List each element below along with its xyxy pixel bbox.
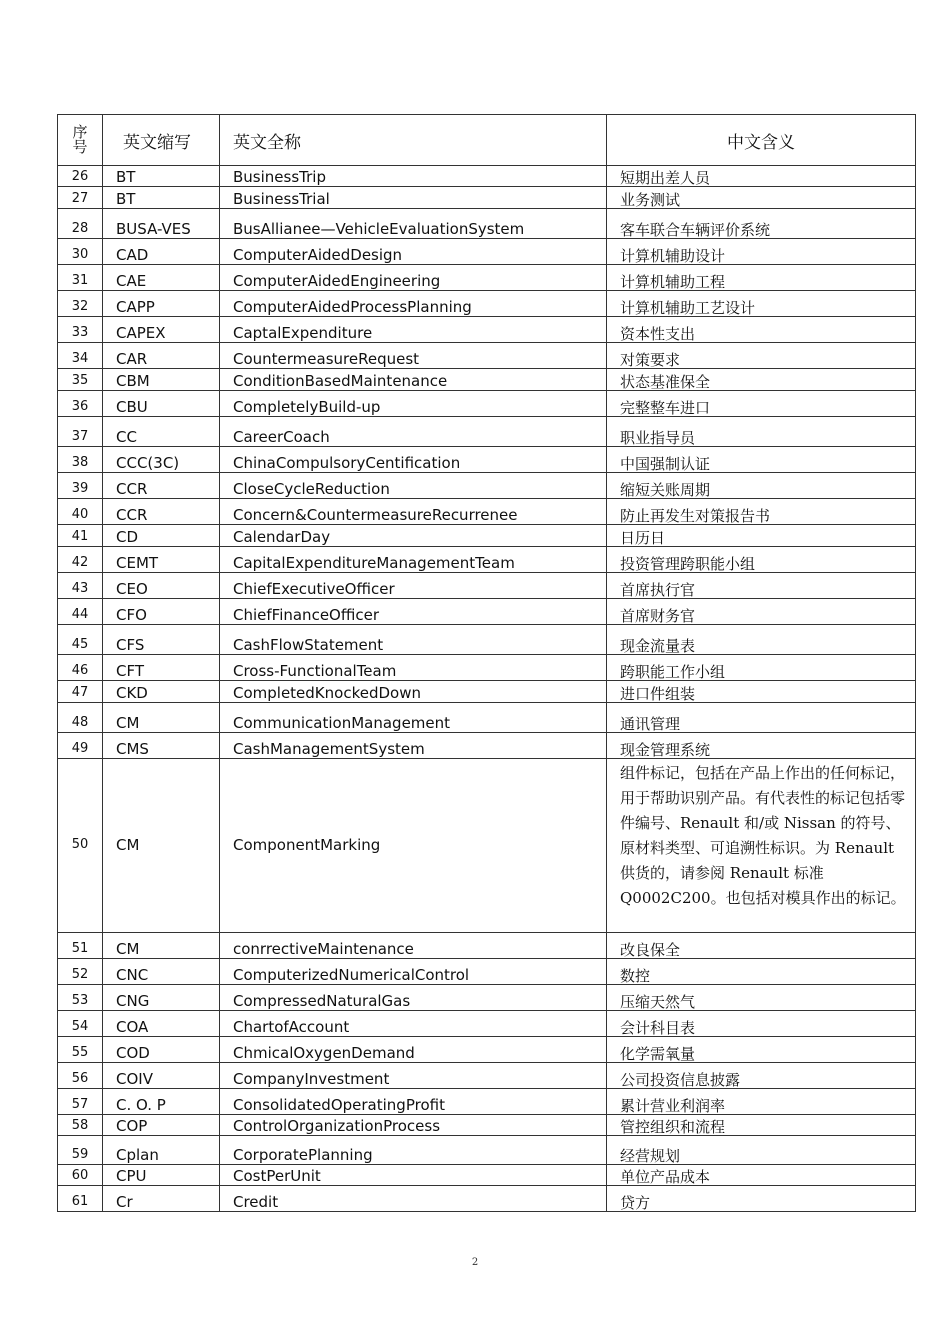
row-abbreviation: COP xyxy=(103,1115,220,1136)
row-index: 32 xyxy=(58,291,103,317)
row-full-name: CompanyInvestment xyxy=(220,1063,607,1089)
row-abbreviation: CAR xyxy=(103,343,220,369)
row-index: 50 xyxy=(58,759,103,933)
row-full-name: ComputerizedNumericalControl xyxy=(220,959,607,985)
row-full-name: Credit xyxy=(220,1186,607,1212)
row-chinese-meaning: 资本性支出 xyxy=(607,317,916,343)
row-abbreviation: C. O. P xyxy=(103,1089,220,1115)
row-index: 34 xyxy=(58,343,103,369)
row-index: 52 xyxy=(58,959,103,985)
row-full-name: BusinessTrial xyxy=(220,187,607,209)
page-number: 2 xyxy=(471,1257,479,1268)
table-row xyxy=(58,1165,916,1186)
row-chinese-meaning: 计算机辅助设计 xyxy=(607,239,916,265)
row-chinese-meaning: 管控组织和流程 xyxy=(607,1115,916,1136)
row-abbreviation: CAPP xyxy=(103,291,220,317)
row-full-name: CapitalExpenditureManagementTeam xyxy=(220,547,607,573)
row-abbreviation: CCR xyxy=(103,473,220,499)
row-index: 56 xyxy=(58,1063,103,1089)
table-row xyxy=(58,1136,916,1165)
table-row xyxy=(58,1011,916,1037)
table-row xyxy=(58,625,916,655)
table-row xyxy=(58,187,916,209)
row-full-name: Cross-FunctionalTeam xyxy=(220,655,607,681)
row-index: 27 xyxy=(58,187,103,209)
table-row xyxy=(58,391,916,417)
row-abbreviation: CAE xyxy=(103,265,220,291)
row-abbreviation: COIV xyxy=(103,1063,220,1089)
row-index: 57 xyxy=(58,1089,103,1115)
row-index: 28 xyxy=(58,209,103,239)
row-abbreviation: CD xyxy=(103,525,220,547)
table-row xyxy=(58,473,916,499)
row-abbreviation: CM xyxy=(103,933,220,959)
table-row xyxy=(58,499,916,525)
row-chinese-meaning: 通讯管理 xyxy=(607,703,916,733)
row-index: 35 xyxy=(58,369,103,391)
table-row xyxy=(58,599,916,625)
row-index: 45 xyxy=(58,625,103,655)
table-row xyxy=(58,447,916,473)
row-full-name: ChmicalOxygenDemand xyxy=(220,1037,607,1063)
table-row xyxy=(58,369,916,391)
row-chinese-meaning: 业务测试 xyxy=(607,187,916,209)
row-full-name: CompletedKnockedDown xyxy=(220,681,607,703)
table-body xyxy=(58,166,916,1212)
row-index: 31 xyxy=(58,265,103,291)
row-index: 36 xyxy=(58,391,103,417)
table-row xyxy=(58,573,916,599)
row-abbreviation: CM xyxy=(103,703,220,733)
table-row xyxy=(58,759,916,933)
row-abbreviation: CNC xyxy=(103,959,220,985)
row-abbreviation: CKD xyxy=(103,681,220,703)
row-abbreviation: CCR xyxy=(103,499,220,525)
row-full-name: conrrectiveMaintenance xyxy=(220,933,607,959)
row-abbreviation: CAD xyxy=(103,239,220,265)
header-index-label: 序 号 xyxy=(72,123,88,156)
table-row xyxy=(58,1115,916,1136)
row-index: 60 xyxy=(58,1165,103,1186)
row-chinese-meaning: 中国强制认证 xyxy=(607,447,916,473)
row-chinese-meaning: 改良保全 xyxy=(607,933,916,959)
row-abbreviation: BUSA-VES xyxy=(103,209,220,239)
row-full-name: ComputerAidedEngineering xyxy=(220,265,607,291)
table-row xyxy=(58,959,916,985)
row-abbreviation: COA xyxy=(103,1011,220,1037)
row-full-name: CashFlowStatement xyxy=(220,625,607,655)
row-full-name: CountermeasureRequest xyxy=(220,343,607,369)
row-index: 42 xyxy=(58,547,103,573)
header-index xyxy=(58,115,103,166)
row-index: 39 xyxy=(58,473,103,499)
row-full-name: ChiefExecutiveOfficer xyxy=(220,573,607,599)
table-row xyxy=(58,547,916,573)
row-abbreviation: CBU xyxy=(103,391,220,417)
row-abbreviation: CFT xyxy=(103,655,220,681)
header-chinese-meaning: 中文含义 xyxy=(607,115,916,166)
row-chinese-meaning: 数控 xyxy=(607,959,916,985)
row-full-name: ControlOrganizationProcess xyxy=(220,1115,607,1136)
row-full-name: ChartofAccount xyxy=(220,1011,607,1037)
table-row xyxy=(58,655,916,681)
row-abbreviation: CCC(3C) xyxy=(103,447,220,473)
header-abbreviation: 英文缩写 xyxy=(103,115,220,166)
row-index: 40 xyxy=(58,499,103,525)
row-full-name: CareerCoach xyxy=(220,417,607,447)
table-row xyxy=(58,239,916,265)
row-index: 58 xyxy=(58,1115,103,1136)
table-row xyxy=(58,1037,916,1063)
row-abbreviation: CEO xyxy=(103,573,220,599)
row-index: 53 xyxy=(58,985,103,1011)
row-abbreviation: CFS xyxy=(103,625,220,655)
row-full-name: CaptalExpenditure xyxy=(220,317,607,343)
row-index: 55 xyxy=(58,1037,103,1063)
row-full-name: CashManagementSystem xyxy=(220,733,607,759)
row-index: 49 xyxy=(58,733,103,759)
row-full-name: Concern&CountermeasureRecurrenee xyxy=(220,499,607,525)
row-chinese-meaning: 组件标记，包括在产品上作出的任何标记，用于帮助识别产品。有代表性的标记包括零件编号、Renault 和/或 Nissan 的符号、原材料类型、可追溯性标识。为 Renault 供货的，请参阅 Renault 标准 Q0002C200。也包括对模具作出的标记。 xyxy=(607,759,916,933)
table-row xyxy=(58,703,916,733)
row-chinese-meaning: 完整整车进口 xyxy=(607,391,916,417)
row-index: 51 xyxy=(58,933,103,959)
row-full-name: ConditionBasedMaintenance xyxy=(220,369,607,391)
row-full-name: ComputerAidedProcessPlanning xyxy=(220,291,607,317)
row-abbreviation: CPU xyxy=(103,1165,220,1186)
table-row xyxy=(58,417,916,447)
row-abbreviation: CAPEX xyxy=(103,317,220,343)
row-chinese-meaning: 单位产品成本 xyxy=(607,1165,916,1186)
row-chinese-meaning: 公司投资信息披露 xyxy=(607,1063,916,1089)
row-index: 44 xyxy=(58,599,103,625)
row-chinese-meaning: 累计营业利润率 xyxy=(607,1089,916,1115)
row-index: 33 xyxy=(58,317,103,343)
row-chinese-meaning: 压缩天然气 xyxy=(607,985,916,1011)
row-abbreviation: BT xyxy=(103,187,220,209)
row-full-name: ChiefFinanceOfficer xyxy=(220,599,607,625)
row-chinese-meaning: 缩短关账周期 xyxy=(607,473,916,499)
row-chinese-meaning: 现金流量表 xyxy=(607,625,916,655)
row-chinese-meaning: 防止再发生对策报告书 xyxy=(607,499,916,525)
table-row xyxy=(58,933,916,959)
row-chinese-meaning: 会计科目表 xyxy=(607,1011,916,1037)
row-full-name: BusAllianee—VehicleEvaluationSystem xyxy=(220,209,607,239)
row-chinese-meaning: 经营规划 xyxy=(607,1136,916,1165)
row-chinese-meaning: 客车联合车辆评价系统 xyxy=(607,209,916,239)
table-row xyxy=(58,317,916,343)
row-full-name: CloseCycleReduction xyxy=(220,473,607,499)
row-index: 38 xyxy=(58,447,103,473)
row-index: 47 xyxy=(58,681,103,703)
row-index: 46 xyxy=(58,655,103,681)
row-abbreviation: Cr xyxy=(103,1186,220,1212)
row-index: 61 xyxy=(58,1186,103,1212)
row-chinese-meaning: 计算机辅助工程 xyxy=(607,265,916,291)
row-full-name: ComponentMarking xyxy=(220,759,607,933)
row-chinese-meaning: 现金管理系统 xyxy=(607,733,916,759)
row-chinese-meaning: 职业指导员 xyxy=(607,417,916,447)
row-abbreviation: Cplan xyxy=(103,1136,220,1165)
table-row xyxy=(58,1186,916,1212)
table-row xyxy=(58,1063,916,1089)
table-row xyxy=(58,209,916,239)
table-row xyxy=(58,985,916,1011)
row-abbreviation: CC xyxy=(103,417,220,447)
table-header-row xyxy=(58,115,916,166)
row-abbreviation: CBM xyxy=(103,369,220,391)
row-chinese-meaning: 化学需氧量 xyxy=(607,1037,916,1063)
table-row xyxy=(58,733,916,759)
row-abbreviation: CM xyxy=(103,759,220,933)
row-full-name: CorporatePlanning xyxy=(220,1136,607,1165)
row-full-name: CalendarDay xyxy=(220,525,607,547)
row-abbreviation: CFO xyxy=(103,599,220,625)
row-full-name: ComputerAidedDesign xyxy=(220,239,607,265)
table-row xyxy=(58,343,916,369)
row-abbreviation: CMS xyxy=(103,733,220,759)
row-abbreviation: BT xyxy=(103,166,220,187)
row-chinese-meaning: 贷方 xyxy=(607,1186,916,1212)
row-chinese-meaning: 日历日 xyxy=(607,525,916,547)
row-index: 26 xyxy=(58,166,103,187)
table-row xyxy=(58,265,916,291)
table-row xyxy=(58,681,916,703)
table-row xyxy=(58,525,916,547)
row-full-name: CostPerUnit xyxy=(220,1165,607,1186)
row-chinese-meaning: 投资管理跨职能小组 xyxy=(607,547,916,573)
row-index: 54 xyxy=(58,1011,103,1037)
row-index: 37 xyxy=(58,417,103,447)
row-index: 59 xyxy=(58,1136,103,1165)
table-row xyxy=(58,1089,916,1115)
header-full-name: 英文全称 xyxy=(220,115,607,166)
table-row xyxy=(58,166,916,187)
row-chinese-meaning: 状态基准保全 xyxy=(607,369,916,391)
row-chinese-meaning: 进口件组装 xyxy=(607,681,916,703)
row-index: 43 xyxy=(58,573,103,599)
row-full-name: CompletelyBuild-up xyxy=(220,391,607,417)
abbreviation-table xyxy=(57,114,916,1212)
row-abbreviation: CNG xyxy=(103,985,220,1011)
row-index: 41 xyxy=(58,525,103,547)
row-chinese-meaning: 首席执行官 xyxy=(607,573,916,599)
row-full-name: CompressedNaturalGas xyxy=(220,985,607,1011)
row-full-name: ChinaCompulsoryCentification xyxy=(220,447,607,473)
row-chinese-meaning: 短期出差人员 xyxy=(607,166,916,187)
row-chinese-meaning: 对策要求 xyxy=(607,343,916,369)
row-full-name: CommunicationManagement xyxy=(220,703,607,733)
row-abbreviation: COD xyxy=(103,1037,220,1063)
table-row xyxy=(58,291,916,317)
row-index: 48 xyxy=(58,703,103,733)
row-index: 30 xyxy=(58,239,103,265)
row-chinese-meaning: 跨职能工作小组 xyxy=(607,655,916,681)
row-chinese-meaning: 计算机辅助工艺设计 xyxy=(607,291,916,317)
row-chinese-meaning: 首席财务官 xyxy=(607,599,916,625)
row-full-name: BusinessTrip xyxy=(220,166,607,187)
row-abbreviation: CEMT xyxy=(103,547,220,573)
row-full-name: ConsolidatedOperatingProfit xyxy=(220,1089,607,1115)
